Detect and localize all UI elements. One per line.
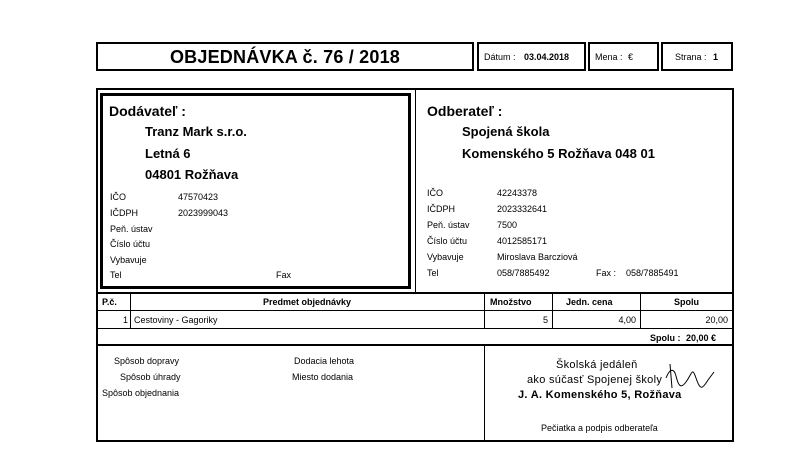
signature-caption: Pečiatka a podpis odberateľa <box>541 423 658 433</box>
date-value: 03.04.2018 <box>524 52 570 62</box>
customer-icdph-label: IČDPH <box>427 204 456 214</box>
row-item: Cestoviny - Gagoriky <box>134 315 218 325</box>
shipping-method-label: Spôsob dopravy <box>114 356 180 366</box>
customer-name: Spojená škola <box>462 124 550 139</box>
stamp-line-3: J. A. Komenského 5, Rožňava <box>518 389 682 401</box>
supplier-street: Letná 6 <box>145 146 191 161</box>
stamp-line-2: ako súčasť Spojenej školy <box>527 374 663 386</box>
customer-ico-value: 42243378 <box>497 188 538 198</box>
customer-bank-value: 7500 <box>497 220 518 230</box>
customer-tel-value: 058/7885492 <box>497 268 550 278</box>
row-pc: 1 <box>122 315 128 325</box>
supplier-contact-label: Vybavuje <box>110 255 147 265</box>
supplier-fax-label: Fax <box>276 270 292 280</box>
supplier-bank-label: Peň. ústav <box>110 224 153 234</box>
delivery-place-label: Miesto dodania <box>292 372 354 382</box>
date-label: Dátum : <box>484 52 516 62</box>
col-header-item: Predmet objednávky <box>262 297 352 307</box>
customer-tel-label: Tel <box>427 268 439 278</box>
total-value: 20,00 € <box>686 333 717 343</box>
customer-ico-label: IČO <box>427 188 444 198</box>
total-label: Spolu : <box>650 333 681 343</box>
customer-account-label: Číslo účtu <box>427 236 468 246</box>
row-qty: 5 <box>542 315 548 325</box>
col-header-total: Spolu <box>674 297 699 307</box>
signature-icon <box>662 360 722 394</box>
page-value: 1 <box>713 52 719 62</box>
col-header-qty: Množstvo <box>490 297 532 307</box>
customer-contact-label: Vybavuje <box>427 252 464 262</box>
footer-divider <box>484 346 485 441</box>
customer-account-value: 4012585171 <box>497 236 548 246</box>
col-header-pc: P.č. <box>102 297 117 307</box>
table-total-line <box>97 344 733 346</box>
customer-fax-label: Fax : <box>596 268 617 278</box>
order-method-label: Spôsob objednania <box>102 388 180 398</box>
customer-icdph-value: 2023332641 <box>497 204 548 214</box>
customer-bank-label: Peň. ústav <box>427 220 470 230</box>
currency-value: € <box>628 52 634 62</box>
table-top-line <box>97 292 733 294</box>
supplier-account-label: Číslo účtu <box>110 239 151 249</box>
customer-fax-value: 058/7885491 <box>626 268 679 278</box>
supplier-icdph-label: IČDPH <box>110 208 139 218</box>
delivery-time-label: Dodacia lehota <box>294 356 355 366</box>
col-line-3 <box>552 294 553 328</box>
supplier-ico-label: IČO <box>110 192 127 202</box>
supplier-tel-label: Tel <box>110 270 122 280</box>
table-header-line <box>97 310 733 311</box>
supplier-icdph-value: 2023999043 <box>178 208 229 218</box>
supplier-city: 04801 Rožňava <box>145 167 239 182</box>
stamp-line-1: Školská jedáleň <box>556 359 638 371</box>
customer-heading: Odberateľ : <box>427 103 503 119</box>
supplier-name: Tranz Mark s.r.o. <box>145 124 247 139</box>
col-line-2 <box>484 294 485 328</box>
customer-address: Komenského 5 Rožňava 048 01 <box>462 146 655 161</box>
page-label: Strana : <box>675 52 707 62</box>
row-price: 4,00 <box>618 315 636 325</box>
row-total: 20,00 <box>705 315 728 325</box>
customer-contact-value: Miroslava Barcziová <box>497 252 578 262</box>
col-header-price: Jedn. cena <box>566 297 613 307</box>
currency-label: Mena : <box>595 52 623 62</box>
supplier-ico-value: 47570423 <box>178 192 219 202</box>
column-divider <box>415 90 416 292</box>
supplier-heading: Dodávateľ : <box>109 103 186 119</box>
table-row-line <box>97 328 733 329</box>
order-title: OBJEDNÁVKA č. 76 / 2018 <box>169 47 401 67</box>
payment-method-label: Spôsob úhrady <box>120 372 181 382</box>
